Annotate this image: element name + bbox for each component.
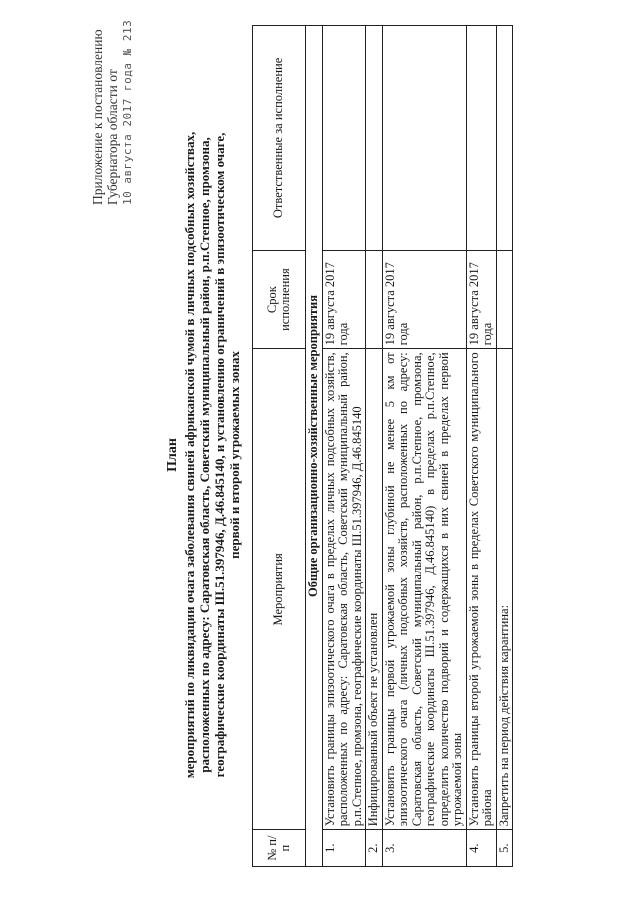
header-deadline: Срок исполнения xyxy=(253,250,306,349)
row-deadline xyxy=(496,250,513,349)
appendix-line-1: Приложение к постановлению xyxy=(90,29,105,205)
row-num: 1. xyxy=(322,830,366,867)
table-row xyxy=(466,26,496,867)
row-measure: Запретить на период действия карантина: xyxy=(496,349,513,830)
row-responsible xyxy=(322,26,366,251)
header-measures: Мероприятия xyxy=(253,349,306,830)
appendix-line-3: 10 августа 2017 года № 213 xyxy=(121,19,134,205)
table-row xyxy=(496,26,513,867)
appendix-line-2: Губернатора области от xyxy=(105,69,120,205)
row-num: 5. xyxy=(496,830,513,867)
row-responsible xyxy=(466,26,496,251)
header-num: № п/п xyxy=(253,830,306,867)
row-deadline: 19 августа 2017 года xyxy=(382,250,466,349)
table-row xyxy=(322,26,366,867)
table-header-row xyxy=(253,26,306,867)
row-measure: Установить границы первой угрожаемой зоны глубиной не менее 5 км от эпизоотического очага (личных подсобных хозяйств, расположенных по адресу: Саратовская область, Советский муниципальный район, р.п.Степное, промзона, географические координаты Ш.51.397946, Д.46.845140) в пределах р.п.Степное, определить количество подворий и содержащихся в них свиней в пределах первой угрожаемой зоны xyxy=(382,349,466,830)
table-row xyxy=(382,26,466,867)
row-num: 2. xyxy=(366,830,383,867)
title-line-2: расположенных по адресу: Саратовская область, Советский муниципальный район, р.п.Степное, промзона, xyxy=(197,137,212,773)
row-deadline: 19 августа 2017 года xyxy=(322,250,366,349)
section-title: Общие организационно-хозяйственные мероприятия xyxy=(306,26,323,867)
title-line-1: мероприятий по ликвидации очага заболевания свиней африканской чумой в личных подсобных хозяйствах, xyxy=(182,131,197,779)
appendix-note xyxy=(90,5,135,205)
row-num: 3. xyxy=(382,830,466,867)
measures-table xyxy=(252,25,513,867)
table-row xyxy=(366,26,383,867)
title-line-4: первой и второй угрожаемых зонах xyxy=(227,351,242,559)
row-responsible xyxy=(366,26,383,251)
row-measure: Установить границы второй угрожаемой зоны в пределах Советского муниципального района xyxy=(466,349,496,830)
row-deadline xyxy=(366,250,383,349)
row-num: 4. xyxy=(466,830,496,867)
section-row xyxy=(306,26,323,867)
row-measure: Установить границы эпизоотического очага в пределах личных подсобных хозяйств, расположенных по адресу: Саратовская область, Советский муниципальный район, р.п.Степное, промзона, географические координаты Ш.51.397946, Д.46.845140 xyxy=(322,349,366,830)
row-measure: Инфицированный объект не установлен xyxy=(366,349,383,830)
row-deadline: 19 августа 2017 года xyxy=(466,250,496,349)
header-responsible: Ответственные за исполнение xyxy=(253,26,306,251)
document-title xyxy=(165,15,242,895)
row-responsible xyxy=(382,26,466,251)
title-line-3: географические координаты Ш.51.397946, Д.46.845140, и установлению ограничений в эпизоотическом очаге, xyxy=(212,132,227,778)
row-responsible xyxy=(496,26,513,251)
title-heading: План xyxy=(165,438,180,472)
